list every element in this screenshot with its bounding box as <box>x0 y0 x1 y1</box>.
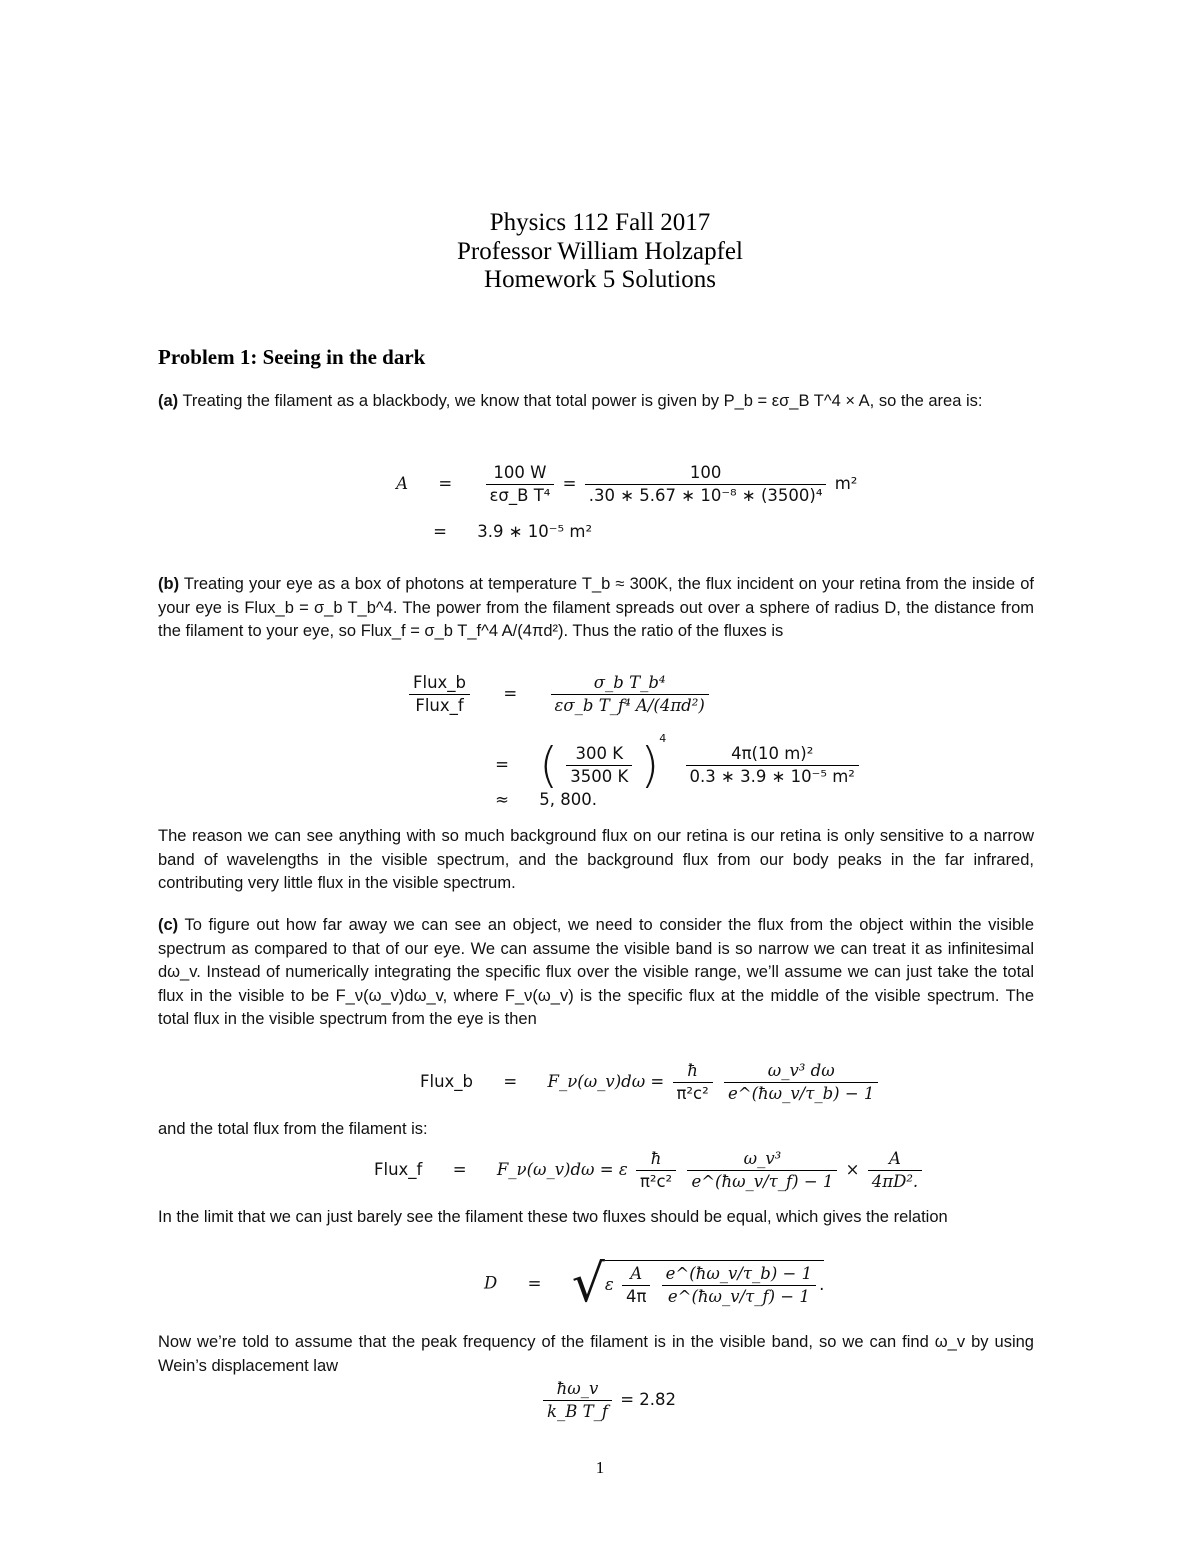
title-course: Physics 112 Fall 2017 <box>489 209 711 236</box>
equation-wein <box>540 1378 676 1423</box>
equation-ratio-3: ≈ 5, 800. <box>495 790 597 809</box>
flux-eye-frac1-num: ħ <box>673 1060 713 1083</box>
wein-den: k_B T_f <box>547 1402 608 1421</box>
part-a-paragraph <box>158 390 1034 414</box>
problem-heading: Problem 1: Seeing in the dark <box>158 345 426 369</box>
wein-num: ħω_v <box>543 1378 612 1401</box>
flux-filament-frac3-den: 4πD². <box>871 1172 919 1191</box>
flux-filament-frac3 <box>868 1148 922 1193</box>
eq-area-unit: m² <box>834 474 858 493</box>
flux-eye-frac2 <box>724 1060 878 1105</box>
eq-area-frac2 <box>585 462 827 507</box>
part-c-label: (c) <box>158 916 179 934</box>
part-a-text: Treating the filament as a blackbody, we know that total power is given by P_b = εσ_B T^4 × A, so the area is: <box>182 392 983 410</box>
part-c-text: To figure out how far away we can see an object, we need to consider the flux from the object within the visible spectrum as compared to that of our eye. We can assume the visible band is so narrow we can treat it as infinitesimal dω_v. Instead of numerically integrating the specific flux over the visible range, we’ll assume we can just take the total flux in the visible to be F_ν(ω_v)dω_v, where F_ν(ω_v) is the specific flux at the middle of the visible spectrum. The total flux in the visible spectrum from the eye is then <box>158 916 1035 1028</box>
between-text: and the total flux from the filament is: <box>158 1120 428 1138</box>
ratio-step2-temp-num: 300 K <box>566 743 632 766</box>
wein-frac <box>543 1378 612 1423</box>
distance-lhs: D <box>484 1273 498 1293</box>
flux-eye-frac2-den: e^(ħω_v/τ_b) − 1 <box>728 1084 875 1103</box>
flux-filament-frac3-num: A <box>868 1148 922 1171</box>
ratio-result: 5, 800. <box>539 790 597 809</box>
flux-eye-rhs: F_ν(ω_v)dω = <box>547 1072 665 1091</box>
flux-filament-lhs: Flux_f <box>374 1160 423 1179</box>
title-assignment: Homework 5 Solutions <box>484 266 716 293</box>
ratio-step1-num: σ_b T_b⁴ <box>551 672 709 695</box>
distance-frac1-den: 4π <box>625 1287 647 1306</box>
part-a-label: (a) <box>158 392 179 410</box>
ratio-lhs-den: Flux_f <box>415 696 464 715</box>
part-b-paragraph <box>158 573 1034 644</box>
eq-area-frac1-num: 100 W <box>486 462 555 485</box>
ratio-step2-temp-frac <box>566 743 632 788</box>
equation-area-result: = 3.9 ∗ 10⁻⁵ m² <box>433 522 593 541</box>
flux-filament-frac2 <box>687 1148 837 1193</box>
equation-flux-filament: Flux_f = F_ν(ω_v)dω = ε $\frac{ħ}{\text{π²c²}}$ $\frac{\text{ω\_v³}}{e\^{}(ħ\omega\_v/\tau\_f) - 1}$ × $\frac{A}{\text{4πD².}}$ <box>374 1148 925 1193</box>
page-number: 1 <box>595 1458 605 1477</box>
flux-filament-frac1-num: ħ <box>636 1148 676 1171</box>
flux-eye-frac1-den: π²c² <box>676 1084 709 1103</box>
flux-eye-frac2-num: ω_v³ dω <box>724 1060 878 1083</box>
part-c-paragraph <box>158 914 1034 1032</box>
flux-filament-frac2-num: ω_v³ <box>687 1148 837 1171</box>
ratio-step2-temp-den: 3500 K <box>570 767 629 786</box>
flux-filament-frac2-den: e^(ħω_v/τ_f) − 1 <box>691 1172 834 1191</box>
eq-area-frac1-den: εσ_B T⁴ <box>489 486 551 505</box>
eq-area-frac1 <box>486 462 555 507</box>
peak-text: Now we’re told to assume that the peak frequency of the filament is in the visible band, so we can find ω_v by using Wein’s displacement law <box>158 1333 1034 1375</box>
ratio-step2-geom-num: 4π(10 m)² <box>686 743 859 766</box>
distance-frac2 <box>662 1263 816 1308</box>
part-b-explanation: The reason we can see anything with so much background flux on our retina is our retina is only sensitive to a narrow band of wavelengths in the visible spectrum, and the background flux from our body peaks in the far infrared, contributing very little flux in the visible spectrum. <box>158 827 1034 892</box>
distance-frac1-num: A <box>622 1263 650 1286</box>
eq-area-frac2-den: .30 ∗ 5.67 ∗ 10⁻⁸ ∗ (3500)⁴ <box>588 486 823 505</box>
flux-filament-frac1-den: π²c² <box>639 1172 673 1191</box>
ratio-step2-geom-frac <box>686 743 859 788</box>
distance-sqrt: √ε $\frac{A}{4\pi}$ $\frac{e\^{}(ħ\omega\_v/\tau\_b) - 1}{e\^{}(ħ\omega\_v/\tau\_f) - 1}$ . <box>571 1254 825 1314</box>
equation-distance: D = √ε $\frac{A}{4\pi}$ $\frac{e\^{}(ħ\omega\_v/\tau\_b) - 1}{e\^{}(ħ\omega\_v/\tau\_f) - 1}$ . <box>484 1254 825 1314</box>
distance-frac2-num: e^(ħω_v/τ_b) − 1 <box>662 1263 816 1286</box>
ratio-lhs-num: Flux_b <box>409 672 470 695</box>
title-professor: Professor William Holzapfel <box>457 238 743 265</box>
limit-text: In the limit that we can just barely see the filament these two fluxes should be equal, which gives the relation <box>158 1208 948 1226</box>
wein-value: = 2.82 <box>620 1390 677 1409</box>
flux-filament-frac1 <box>636 1148 676 1193</box>
flux-eye-frac1 <box>673 1060 713 1105</box>
equation-area: A = $\frac{100 W}{\text{εσ\_B T⁴}}$ = $\frac{100}{\text{.30 ∗ 5.67 ∗ 10⁻⁸ ∗ (3500)⁴}}$ m² <box>388 462 857 507</box>
ratio-step1-den: εσ_b T_f⁴ A/(4πd²) <box>554 696 705 715</box>
eq-area-result-value: 3.9 ∗ 10⁻⁵ m² <box>477 522 593 541</box>
distance-frac1 <box>622 1263 650 1308</box>
ratio-lhs-frac <box>409 672 470 717</box>
equation-flux-eye: Flux_b = F_ν(ω_v)dω = $\frac{ħ}{\text{π²c²}}$ $\frac{\text{ω\_v³ dω}}{e\^{}(ħ\omega\_v/\tau\_b) - 1}$ <box>420 1060 881 1105</box>
eq-area-lhs: A <box>396 474 408 493</box>
ratio-step2-geom-den: 0.3 ∗ 3.9 ∗ 10⁻⁵ m² <box>689 767 855 786</box>
distance-frac2-den: e^(ħω_v/τ_f) − 1 <box>667 1287 810 1306</box>
flux-filament-rhs: F_ν(ω_v)dω = ε <box>496 1160 628 1179</box>
flux-eye-lhs: Flux_b <box>420 1072 474 1091</box>
ratio-step1-frac <box>551 672 709 717</box>
part-b-text: Treating your eye as a box of photons at temperature T_b ≈ 300K, the flux incident on your retina from the inside of your eye is Flux_b = σ_b T_b^4. The power from the filament spreads out over a sphere of radius D, the distance from the filament to your eye, so Flux_f = σ_b T_f^4 A/(4πd²). Thus the ratio of the fluxes is <box>158 575 1034 640</box>
part-b-label: (b) <box>158 575 180 593</box>
equation-ratio-1: $\frac{\text{Flux\_b}}{\text{Flux\_f}}$ = $\frac{\text{σ\_b T\_b⁴}}{\text{εσ\_b T\_f⁴ A/(4πd²)}}$ <box>406 672 712 717</box>
eq-area-frac2-num: 100 <box>585 462 827 485</box>
equation-ratio-2: = ( $\frac{300 K}{3500 K}$ )$^4$ $\frac{\text{4π(10 m)²}}{\text{0.3 ∗ 3.9 ∗ 10⁻⁵ m²}}$ <box>470 732 862 790</box>
